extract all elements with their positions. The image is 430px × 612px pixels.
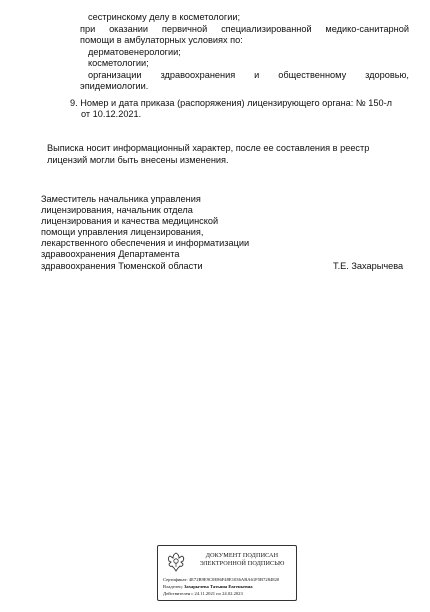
word: и	[254, 70, 260, 80]
stamp-owner-label: Владелец:	[163, 584, 183, 589]
word: оказании	[109, 24, 149, 34]
word: первичной	[161, 24, 208, 34]
list-line-3: помощи в амбулаторных условиях по:	[80, 35, 243, 45]
signatory-position-line: лекарственного обеспечения и информатизации	[41, 238, 250, 248]
list-line-2	[80, 24, 409, 35]
word: общественному	[278, 70, 347, 80]
signatory-name: Т.Е. Захарычева	[333, 261, 404, 271]
word: организации	[88, 70, 142, 80]
note-line-2: лицензий могли быть внесены изменения.	[47, 155, 229, 165]
order-item-line-2: от 10.12.2021.	[81, 109, 142, 119]
stamp-certificate-label: Сертификат:	[163, 577, 188, 582]
signatory-position-line: Заместитель начальника управления	[41, 194, 201, 204]
list-line-7: эпидемиологии.	[80, 81, 149, 91]
word: медико-санитарной	[325, 24, 409, 34]
word: при	[80, 24, 96, 34]
stamp-validity: Действителен с 24.11.2021 по 24.02.2023	[163, 591, 243, 596]
list-line-6	[88, 70, 409, 81]
signatory-position-line: здравоохранения Департамента	[41, 249, 180, 259]
list-line-5: косметологии;	[88, 58, 149, 68]
stamp-certificate	[163, 577, 279, 583]
stamp-header-line-2: ЭЛЕКТРОННОЙ ПОДПИСЬЮ	[199, 559, 285, 567]
stamp-certificate-value: 4E72B9E9C0E86F48E1036ABA61F5B7284820	[188, 577, 280, 582]
note-line-1: Выписка носит информационный характер, после ее составления в реестр	[47, 143, 370, 153]
electronic-signature-stamp	[157, 545, 297, 601]
stamp-owner-value: Захарычева Татьяна Евгеньевна	[184, 584, 253, 589]
signatory-position-line: помощи управления лицензирования,	[41, 227, 204, 237]
word: специализированной	[221, 24, 312, 34]
signatory-position-line: здравоохранения Тюменской области	[41, 261, 203, 271]
word: здоровью,	[365, 70, 409, 80]
coat-of-arms-icon	[164, 550, 188, 574]
list-line-4: дерматовенерологии;	[88, 47, 181, 57]
stamp-header-line-1: ДОКУМЕНТ ПОДПИСАН	[205, 552, 279, 559]
signatory-position-line: лицензирования, начальник отдела	[41, 205, 193, 215]
stamp-owner	[163, 584, 253, 590]
signatory-position-line: лицензирования и качества медицинской	[41, 216, 219, 226]
order-item-line-1: 9. Номер и дата приказа (распоряжения) лицензирующего органа: № 150-л	[70, 98, 393, 108]
list-line-1: сестринскому делу в косметологии;	[88, 12, 241, 22]
stamp-header	[190, 552, 294, 567]
word: здравоохранения	[160, 70, 236, 80]
